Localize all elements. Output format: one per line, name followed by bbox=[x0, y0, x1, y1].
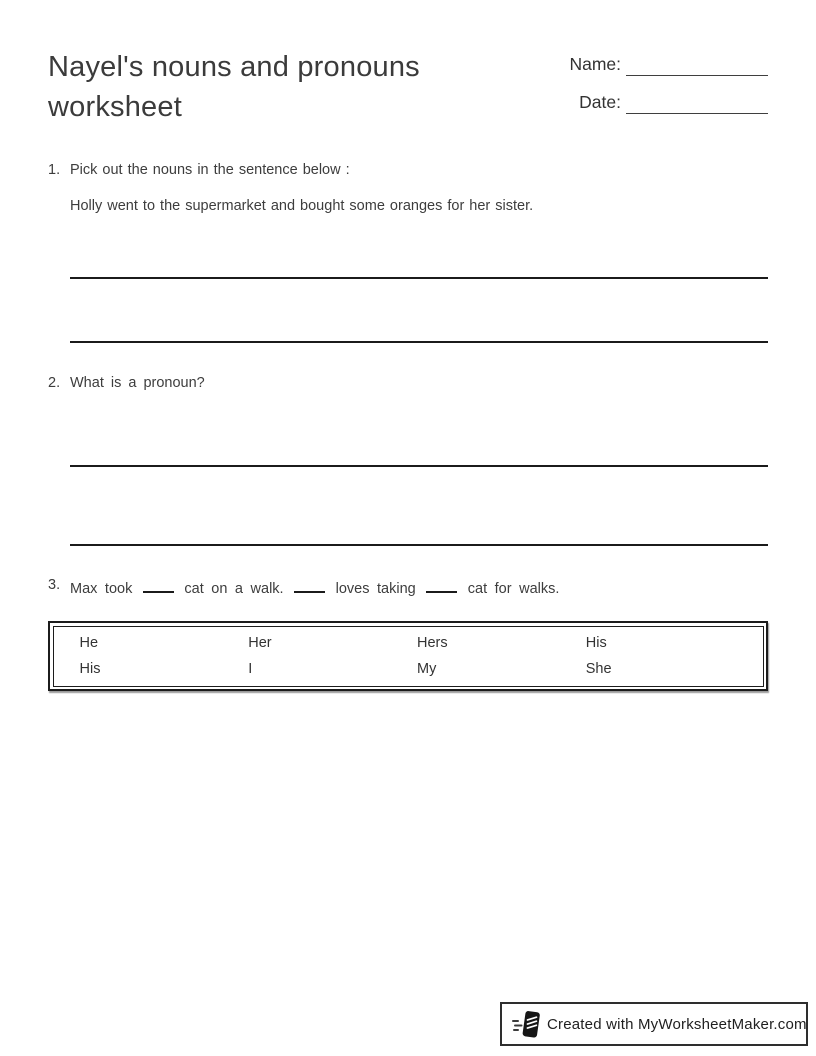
word-bank-item: She bbox=[585, 660, 612, 677]
question-3-text bbox=[70, 576, 559, 599]
name-label: Name: bbox=[569, 54, 621, 74]
fill-blank-2[interactable] bbox=[294, 576, 325, 593]
word-bank-item: I bbox=[248, 660, 253, 677]
answer-line-4[interactable] bbox=[70, 544, 768, 546]
credit-badge[interactable] bbox=[500, 1002, 808, 1046]
question-3-part1: Max took bbox=[70, 581, 133, 597]
word-bank-item: He bbox=[79, 635, 99, 652]
name-row bbox=[569, 50, 768, 76]
fill-blank-1[interactable] bbox=[143, 576, 174, 593]
word-bank-item: His bbox=[585, 635, 607, 652]
word-bank-item: Hers bbox=[417, 635, 448, 652]
word-bank-item: My bbox=[417, 660, 437, 677]
answer-line-1[interactable] bbox=[70, 277, 768, 279]
worksheet-maker-logo-icon bbox=[512, 1008, 540, 1040]
word-bank-item: His bbox=[79, 660, 101, 677]
question-3-number: 3. bbox=[48, 577, 61, 593]
name-date-block bbox=[569, 50, 768, 126]
page-title: Nayel's nouns and pronouns worksheet bbox=[48, 51, 420, 123]
question-3-part3: loves taking bbox=[335, 581, 416, 597]
credit-text[interactable]: Created with MyWorksheetMaker.com bbox=[547, 1015, 807, 1033]
question-3-part4: cat for walks. bbox=[467, 581, 560, 597]
date-row bbox=[569, 88, 768, 114]
question-3 bbox=[48, 576, 559, 599]
fill-blank-3[interactable] bbox=[426, 576, 457, 593]
date-label: Date: bbox=[579, 92, 621, 112]
question-1 bbox=[48, 161, 350, 180]
question-3-part2: cat on a walk. bbox=[184, 581, 284, 597]
word-bank-item: Her bbox=[248, 635, 272, 652]
date-fill-line[interactable] bbox=[626, 89, 768, 114]
question-1-prompt: Pick out the nouns in the sentence below : bbox=[70, 162, 350, 178]
question-2 bbox=[48, 374, 205, 393]
answer-line-3[interactable] bbox=[70, 465, 768, 467]
question-1-number: 1. bbox=[48, 162, 61, 178]
word-bank-box bbox=[48, 621, 768, 691]
question-2-number: 2. bbox=[48, 375, 61, 391]
word-bank-grid bbox=[53, 626, 764, 687]
question-1-sentence: Holly went to the supermarket and bought some oranges for her sister. bbox=[70, 198, 534, 214]
answer-line-2[interactable] bbox=[70, 341, 768, 343]
question-2-prompt: What is a pronoun? bbox=[70, 375, 205, 391]
name-fill-line[interactable] bbox=[626, 51, 768, 76]
